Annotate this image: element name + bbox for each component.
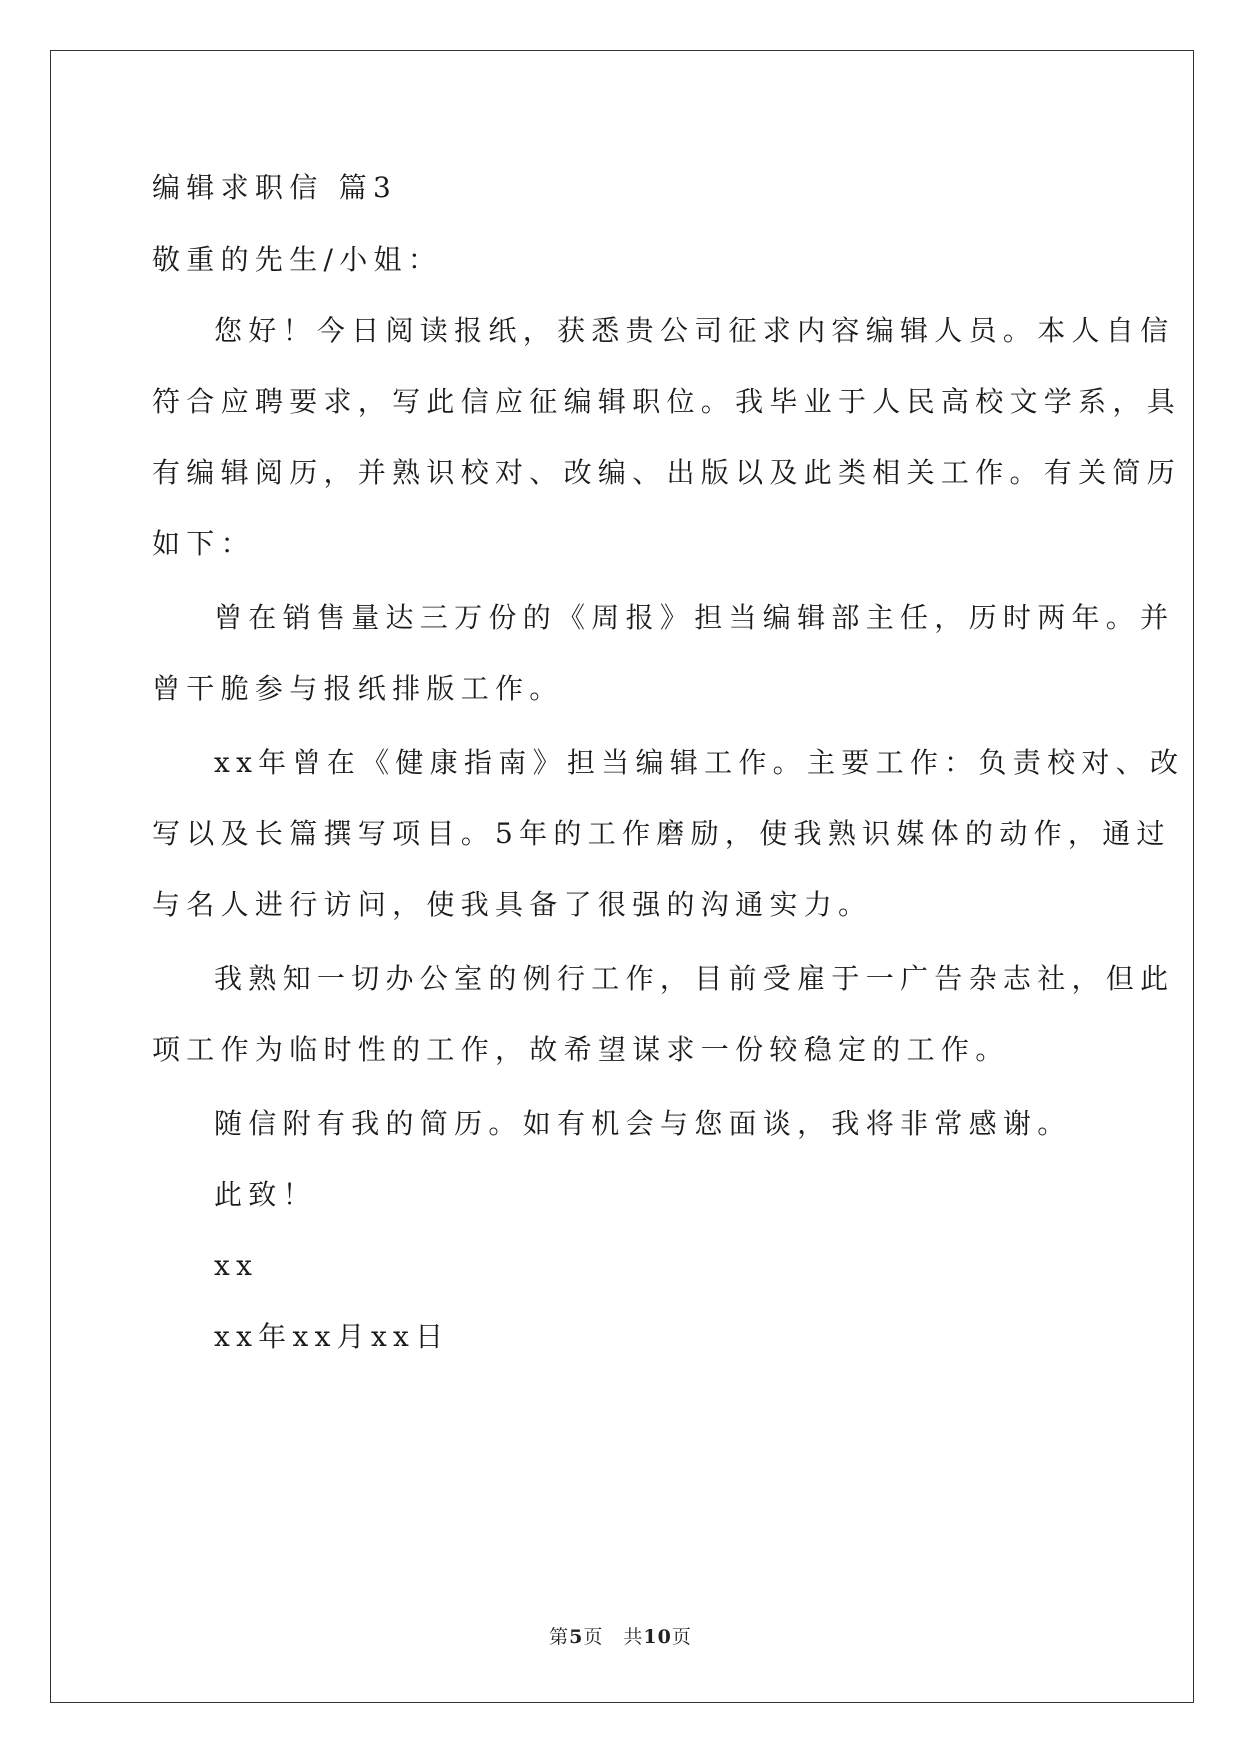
paragraph-line: 符合应聘要求，写此信应征编辑职位。我毕业于人民高校文学系，具 (152, 385, 1182, 418)
paragraph-line: 我熟知一切办公室的例行工作，目前受雇于一广告杂志社，但此 (214, 962, 1175, 995)
footer-prefix: 第 (549, 1626, 570, 1648)
paragraph-line: 曾在销售量达三万份的《周报》担当编辑部主任，历时两年。并 (214, 601, 1175, 634)
paragraph-line: 有编辑阅历，并熟识校对、改编、出版以及此类相关工作。有关简历 (152, 456, 1182, 489)
date: xx年xx月xx日 (214, 1320, 450, 1353)
footer-page-number: 5 (569, 1626, 584, 1648)
closing: 此致！ (214, 1178, 317, 1211)
paragraph-line: 如下： (152, 527, 255, 560)
salutation: 敬重的先生/小姐： (152, 243, 443, 276)
paragraph-line: 曾干脆参与报纸排版工作。 (152, 672, 564, 705)
paragraph-line: 随信附有我的简历。如有机会与您面谈，我将非常感谢。 (214, 1107, 1072, 1140)
page-border (50, 50, 1194, 1703)
signature: xx (214, 1249, 259, 1282)
document-title: 编辑求职信 篇3 (152, 171, 398, 204)
page-footer (0, 1622, 1241, 1649)
paragraph-line: xx年曾在《健康指南》担当编辑工作。主要工作：负责校对、改 (214, 746, 1185, 779)
footer-total-pages: 10 (643, 1626, 672, 1648)
footer-suffix: 页 (671, 1626, 692, 1648)
paragraph-line: 您好！今日阅读报纸，获悉贵公司征求内容编辑人员。本人自信 (214, 314, 1175, 347)
paragraph-line: 与名人进行访问，使我具备了很强的沟通实力。 (152, 888, 873, 921)
paragraph-line: 项工作为临时性的工作，故希望谋求一份较稳定的工作。 (152, 1033, 1010, 1066)
paragraph-line: 写以及长篇撰写项目。5年的工作磨励，使我熟识媒体的动作，通过 (152, 817, 1171, 850)
footer-middle: 页 共 (583, 1626, 644, 1648)
